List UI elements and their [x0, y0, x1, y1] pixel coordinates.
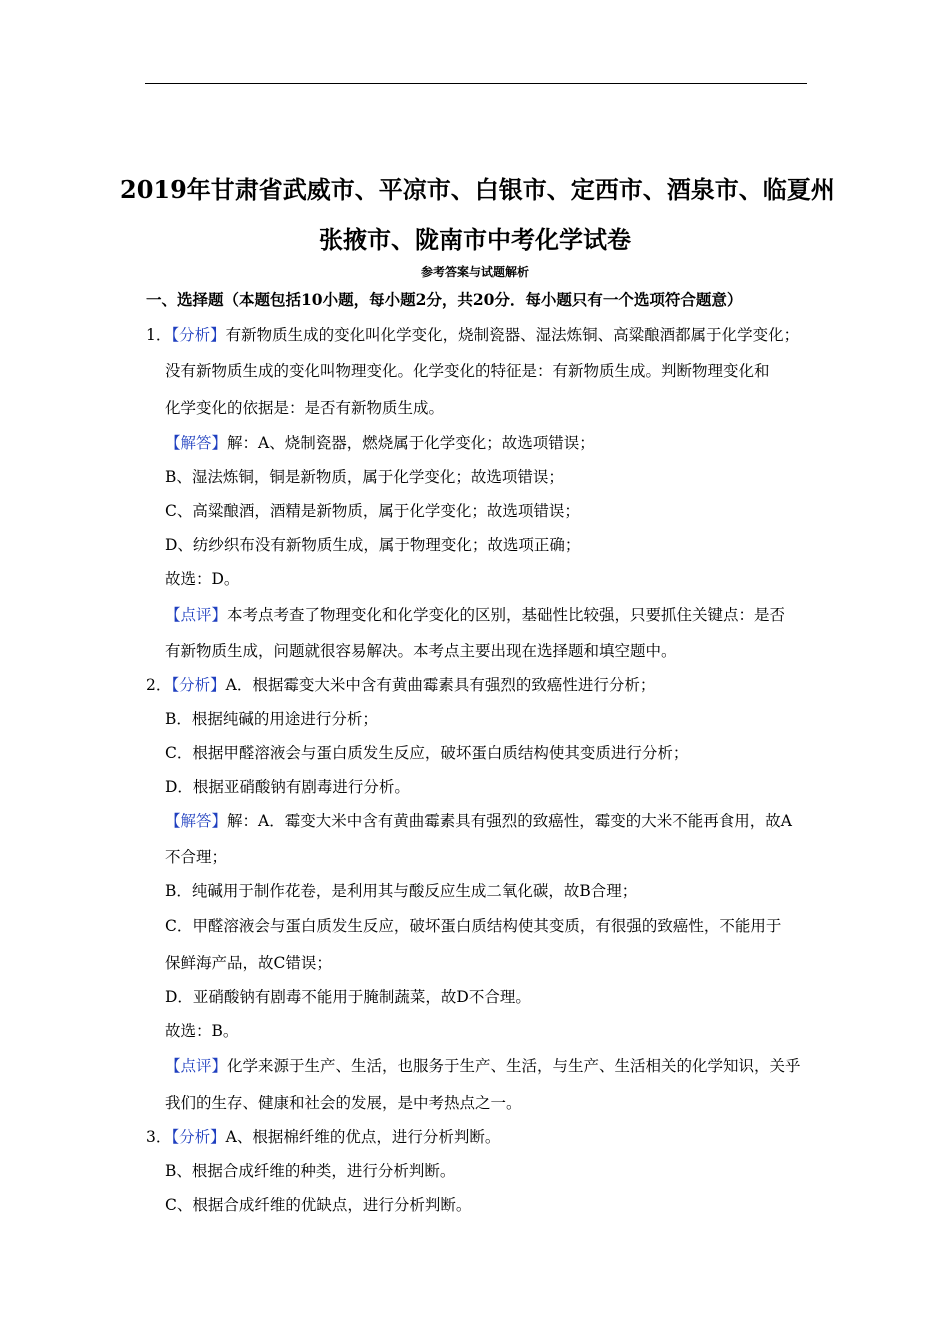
q2-analysis-line2: B．根据纯碱的用途进行分析；: [165, 710, 378, 728]
q2-analysis-line4: D．根据亚硝酸钠有剧毒进行分析。: [165, 778, 410, 796]
q3-number: 3．: [146, 1128, 172, 1146]
q2-answer-line6: D．亚硝酸钠有剧毒不能用于腌制蔬菜，故D不合理。: [165, 988, 531, 1006]
q1-answer-line4: D、纺纱织布没有新物质生成，属于物理变化；故选项正确；: [165, 536, 581, 554]
q2-answer-line7: 故选：B。: [165, 1022, 239, 1040]
q1-analysis-text1: 有新物质生成的变化叫化学变化，烧制瓷器、湿法炼铜、高粱酿酒都属于化学变化；: [225, 326, 800, 344]
q1-analysis-line1: [146, 325, 799, 345]
q3-analysis-text1: A、根据棉纤维的优点，进行分析判断。: [225, 1128, 501, 1146]
q2-answer-line4: C．甲醛溶液会与蛋白质发生反应，破坏蛋白质结构使其变质，有很强的致癌性，不能用于: [165, 917, 782, 935]
q1-analysis-tag: 【分析】: [171, 326, 226, 344]
q2-answer-text1: 解：A．霉变大米中含有黄曲霉素具有强烈的致癌性，霉变的大米不能再食用，故A: [227, 812, 792, 830]
q1-comment-line1: [165, 605, 785, 625]
q1-answer-text1: 解：A、烧制瓷器，燃烧属于化学变化；故选项错误；: [227, 434, 595, 452]
q1-analysis-line2: 没有新物质生成的变化叫物理变化。化学变化的特征是：有新物质生成。判断物理变化和: [165, 362, 770, 380]
header-rule: [145, 83, 807, 84]
q3-analysis-line1: [146, 1127, 500, 1147]
q1-answer-line1: [165, 433, 595, 453]
q2-answer-line5: 保鲜海产品，故C错误；: [165, 954, 332, 972]
q1-answer-line5: 故选：D。: [165, 570, 240, 588]
q3-analysis-line3: C、根据合成纤维的优缺点，进行分析判断。: [165, 1196, 472, 1214]
q2-comment-tag: 【点评】: [165, 1057, 228, 1075]
document-title-line2: 张掖市、陇南市中考化学试卷: [319, 225, 631, 254]
q2-answer-line3: B．纯碱用于制作花卷，是利用其与酸反应生成二氧化碳，故B合理；: [165, 882, 638, 900]
q2-comment-text1: 化学来源于生产、生活，也服务于生产、生活，与生产、生活相关的化学知识，关乎: [227, 1057, 801, 1075]
q1-comment-text1: 本考点考查了物理变化和化学变化的区别，基础性比较强，只要抓住关键点：是否: [227, 606, 786, 624]
q2-number: 2．: [146, 676, 172, 694]
q1-comment-tag: 【点评】: [165, 606, 228, 624]
q2-analysis-line3: C．根据甲醛溶液会与蛋白质发生反应，破坏蛋白质结构使其变质进行分析；: [165, 744, 689, 762]
q2-answer-tag: 【解答】: [165, 812, 228, 830]
q1-answer-tag: 【解答】: [165, 434, 228, 452]
q3-analysis-line2: B、根据合成纤维的种类，进行分析判断。: [165, 1162, 456, 1180]
section-heading: 一、选择题（本题包括10小题，每小题2分，共20分．每小题只有一个选项符合题意）: [146, 290, 743, 309]
document-subtitle: 参考答案与试题解析: [420, 265, 529, 279]
q1-answer-line2: B、湿法炼铜，铜是新物质，属于化学变化；故选项错误；: [165, 468, 564, 486]
q1-comment-line2: 有新物质生成，问题就很容易解决。本考点主要出现在选择题和填空题中。: [165, 642, 677, 660]
q2-analysis-text1: A．根据霉变大米中含有黄曲霉素具有强烈的致癌性进行分析；: [225, 676, 656, 694]
q2-analysis-line1: [146, 675, 655, 695]
q2-analysis-tag: 【分析】: [171, 676, 226, 694]
q2-comment-line1: [165, 1056, 801, 1076]
document-title-line1: 2019年甘肃省武威市、平凉市、白银市、定西市、酒泉市、临夏州: [120, 175, 835, 204]
q3-analysis-tag: 【分析】: [171, 1128, 226, 1146]
q1-number: 1．: [146, 326, 172, 344]
q2-answer-line1: [165, 811, 792, 831]
q2-comment-line2: 我们的生存、健康和社会的发展，是中考热点之一。: [165, 1094, 522, 1112]
q1-analysis-line3: 化学变化的依据是：是否有新物质生成。: [165, 399, 445, 417]
q2-answer-line2: 不合理；: [165, 848, 228, 866]
q1-answer-line3: C、高粱酿酒，酒精是新物质，属于化学变化；故选项错误；: [165, 502, 580, 520]
